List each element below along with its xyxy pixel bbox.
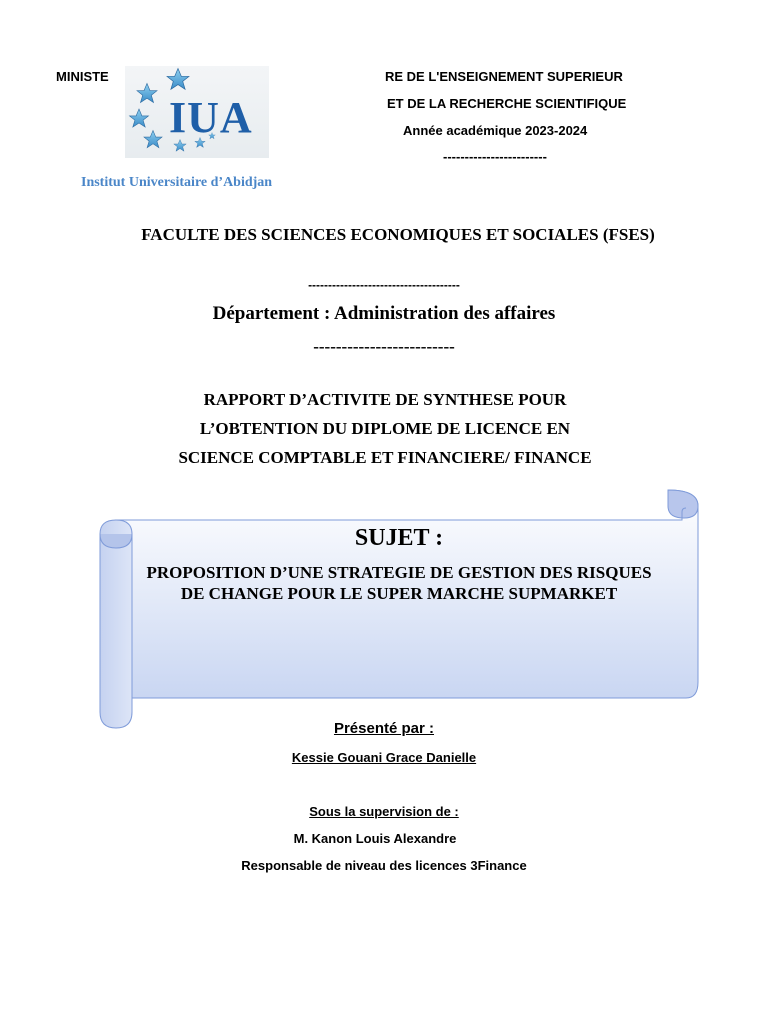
subject-text: PROPOSITION D’UNE STRATEGIE DE GESTION DES RISQUES DE CHANGE POUR LE SUPER MARCHE SUPMARKET: [146, 563, 652, 603]
ministry-text-line2: ET DE LA RECHERCHE SCIENTIFIQUE: [387, 96, 627, 111]
supervision-label: Sous la supervision de :: [309, 804, 459, 819]
iua-logo-text: IUA: [169, 93, 253, 142]
scroll-shape: [96, 486, 702, 732]
report-title-line-2: L’OBTENTION DU DIPLOME DE LICENCE EN: [199, 419, 571, 438]
subject-scroll-banner: [96, 486, 702, 732]
faculty-title: FACULTE DES SCIENCES ECONOMIQUES ET SOCIALES (FSES): [141, 225, 655, 244]
ministry-text-line1: RE DE L'ENSEIGNEMENT SUPERIEUR: [385, 69, 623, 84]
header-divider: ------------------------: [443, 149, 547, 164]
ministry-text-left: MINISTE: [56, 69, 109, 84]
iua-logo: [125, 66, 269, 158]
faculty-divider: --------------------------------------: [308, 278, 460, 292]
institute-name: Institut Universitaire d’Abidjan: [81, 175, 273, 190]
report-title-line-1: RAPPORT D’ACTIVITE DE SYNTHESE POUR: [203, 390, 567, 409]
presented-by-label: Présenté par :: [333, 720, 435, 737]
report-title-line-3: SCIENCE COMPTABLE ET FINANCIERE/ FINANCE: [178, 448, 592, 467]
department-divider: -------------------------: [313, 337, 455, 356]
student-name: Kessie Gouani Grace Danielle: [291, 750, 477, 765]
department-title: Département : Administration des affaires: [212, 303, 556, 324]
supervisor-role: Responsable de niveau des licences 3Finance: [241, 858, 527, 873]
iua-logo-graphic: [125, 66, 269, 158]
academic-year: Année académique 2023-2024: [403, 123, 588, 138]
subject-title: SUJET :: [354, 525, 444, 551]
supervisor-name: M. Kanon Louis Alexandre: [293, 831, 457, 846]
